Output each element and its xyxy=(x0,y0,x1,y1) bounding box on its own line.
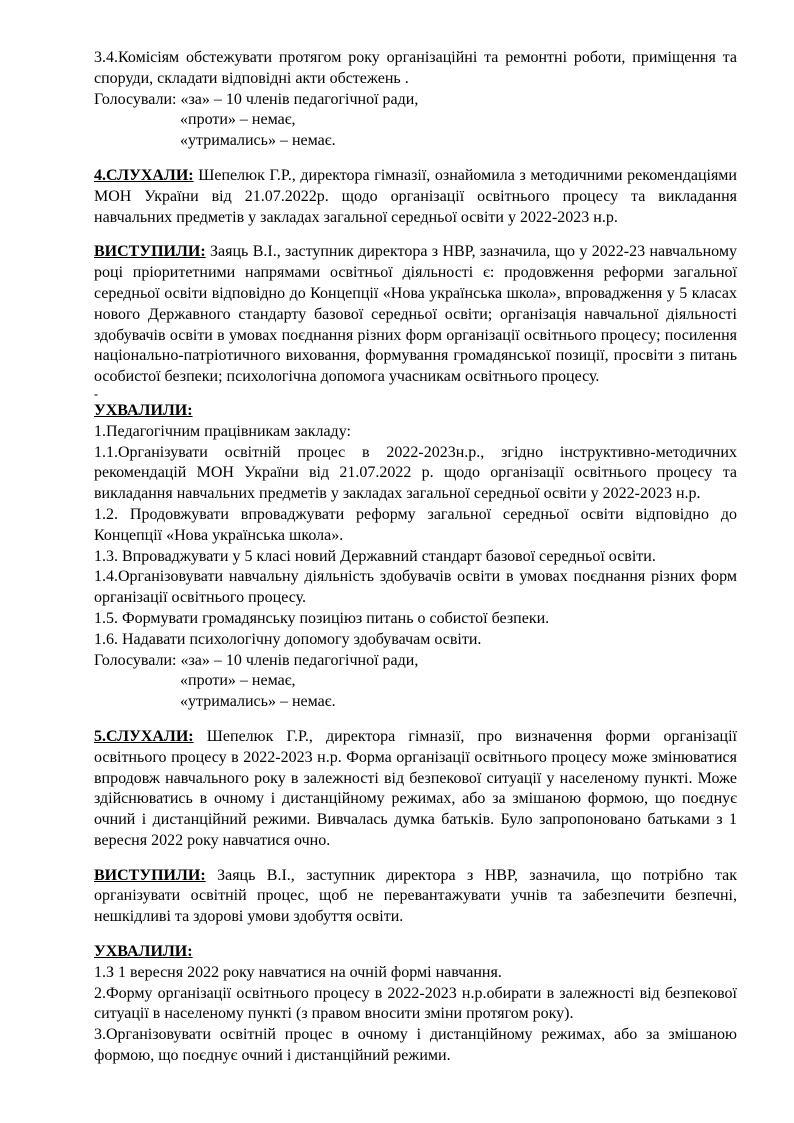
vote-line-utrym: «утримались» – немає. xyxy=(180,693,336,711)
blank-line xyxy=(94,713,737,727)
vote-line-za: Голосували: «за» – 10 членів педагогічної ради, xyxy=(94,651,419,669)
decision-item: 1.4.Організовувати навчальну діяльність здобувачів освіти в умовах поєднання різних форм організації освітнього процесу. xyxy=(94,568,737,607)
section-4-text: Шепелюк Г.Р., директора гімназії, ознайомила з методичними рекомендаціями МОН України від 21.07.2022р. щодо організації освітнього процесу та викладання навчальних предметів у закладах загальної середньої освіти у 2022-2023 н.р. xyxy=(94,166,737,226)
stray-dash: - xyxy=(94,386,98,401)
blank-line xyxy=(94,852,737,866)
decision-item: 3.Організовувати освітній процес в очному і дистанційному режимах, або за змішаною формою, що поєднує очний і дистанційний режими. xyxy=(94,1026,737,1065)
decision-item: 1.З 1 вересня 2022 року навчатися на очній формі навчання. xyxy=(94,963,502,981)
vote-line-za: Голосували: «за» – 10 членів педагогічної ради, xyxy=(94,90,419,108)
paragraph-section-4-sluhaly xyxy=(94,166,737,228)
blank-line xyxy=(94,152,737,166)
vote-line-proty: «проти» – немає, xyxy=(180,672,296,690)
heading-uhvalyly-4: УХВАЛИЛИ: xyxy=(94,401,193,419)
vystupyly-5-label: ВИСТУПИЛИ: xyxy=(94,866,206,884)
decision-item: 1.Педагогічним працівникам закладу: xyxy=(94,422,351,440)
decision-item: 1.5. Формувати громадянську позиціюз питань о собистої безпеки. xyxy=(94,609,550,627)
blank-line xyxy=(94,228,737,242)
decision-item: 1.2. Продовжувати впроваджувати реформу загальної середньої освіти відповідно до Концепції «Нова українська школа». xyxy=(94,505,737,544)
decision-item: 1.6. Надавати психологічну допомогу здобувачам освіти. xyxy=(94,630,482,648)
decision-item: 1.1.Організувати освітній процес в 2022-2023н.р., згідно інструктивно-методичних рекомендацій МОН України від 21.07.2022 р. щодо організації освітнього процесу та викладання навчальних предметів у закладах загальної середньої освіти у 2022-2023 н.р. xyxy=(94,443,737,503)
section-4-label: 4.СЛУХАЛИ: xyxy=(94,166,194,184)
paragraph-item-3-4: 3.4.Комісіям обстежувати протягом року організаційні та ремонтні роботи, приміщення та споруди, складати відповідні акти обстежень . xyxy=(94,49,737,87)
vystupyly-5-text: Заяць В.І., заступник директора з НВР, зазначила, що потрібно так організувати освітній процес, щоб не перевантажувати учнів та забезпечити безпечні, нешкідливі та здорові умови здобуття освіти. xyxy=(94,866,737,926)
heading-uhvalyly-5: УХВАЛИЛИ: xyxy=(94,943,193,961)
decision-item: 1.3. Впроваджувати у 5 класі новий Державний стандарт базової середньої освіти. xyxy=(94,547,656,565)
paragraph-vystupyly-5 xyxy=(94,866,737,928)
vote-line-proty: «проти» – немає, xyxy=(180,111,296,129)
paragraph-vystupyly-4 xyxy=(94,242,737,388)
vystupyly-4-label: ВИСТУПИЛИ: xyxy=(94,243,206,261)
section-5-label: 5.СЛУХАЛИ: xyxy=(94,727,194,745)
decision-item: 2.Форму організації освітнього процесу в 2022-2023 н.р.обирати в залежності від безпекової ситуації в населеному пункті (з правом вносити зміни протягом року). xyxy=(94,984,737,1023)
paragraph-section-5-sluhaly xyxy=(94,727,737,852)
vystupyly-4-text: Заяць В.І., заступник директора з НВР, зазначила, що у 2022-23 навчальному році пріоритетними напрямами освітньої діяльності є: продовження реформи загальної середньої освіти відповідно до Концепції «Нова українська школа», впровадження у 5 класах нового Державного стандарту базової середньої освіти; організація навчальної діяльності здобувачів освіти в умовах поєднання різних форм організації освітнього процесу; посилення національно-патріотичного виховання, формування громадянської позиції, просвіти з питань особистої безпеки; психологічна допомога учасникам освітнього процесу. xyxy=(94,243,737,386)
vote-line-utrym: «утримались» – немає. xyxy=(180,132,336,150)
blank-line xyxy=(94,928,737,942)
section-5-text: Шепелюк Г.Р., директора гімназії, про визначення форми організації освітнього процесу в 2022-2023 н.р. Форма організації освітнього процесу може змінюватися впродовж навчального року в залежності від безпекової ситуації у населеному пункті. Може здійснюватись в очному і дистанційному режимах, або за змішаною формою, що поєднує очний і дистанційний режими. Вивчалась думка батьків. Було запропоновано батьками з 1 вересня 2022 року навчатися очно. xyxy=(94,727,737,849)
